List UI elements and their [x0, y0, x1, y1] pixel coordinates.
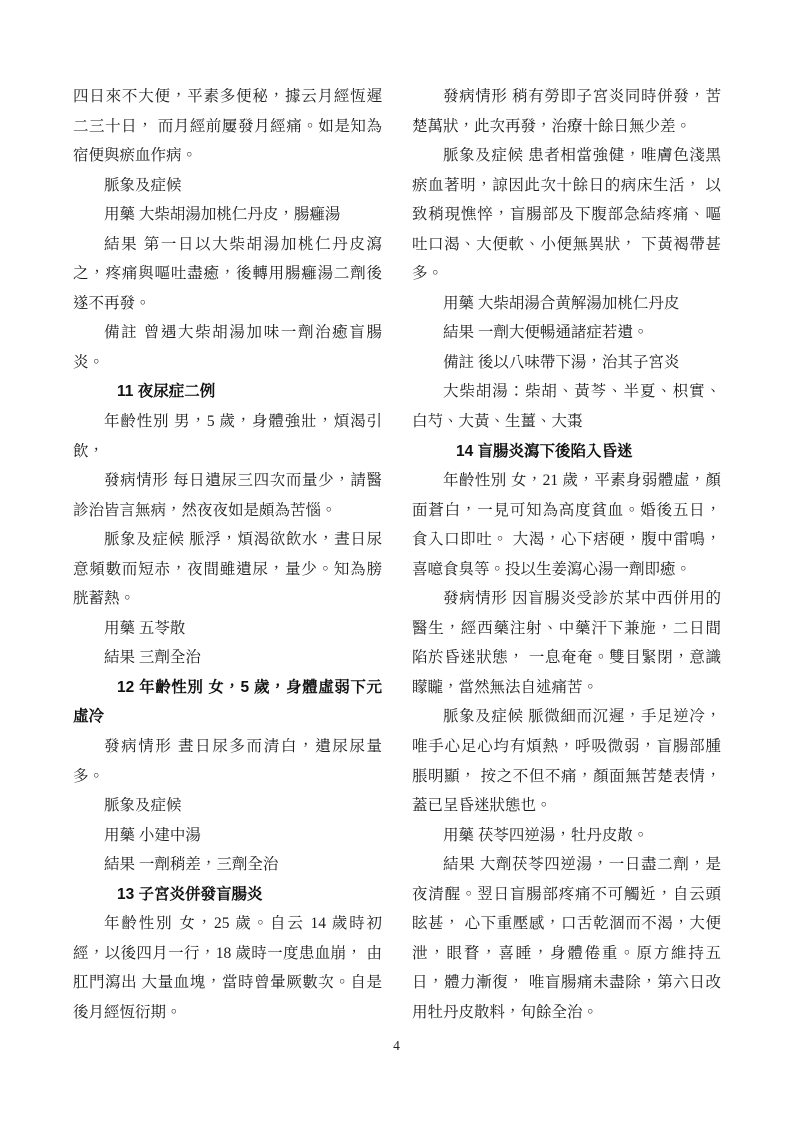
page-number: 4	[393, 1038, 400, 1053]
paragraph: 年齡性別 女，25 歲。自云 14 歲時初經，以後四月一行，18 歲時一度患血崩， 由肛門瀉出 大量血塊，當時曾暈厥數次。自是後月經恆衍期。	[73, 915, 382, 1021]
paragraph: 備註 後以八味帶下湯，治其子宮炎	[443, 353, 680, 371]
paragraph: 結果 第一日以大柴胡湯加桃仁丹皮瀉之，疼痛與嘔吐盡癒，後轉用腸癰湯二劑後遂不再發。	[73, 235, 382, 312]
case-heading-13: 13 子宮炎併發盲腸炎	[117, 885, 263, 903]
paragraph: 結果 大劑茯苓四逆湯，一日盡二劑，是夜清醒。翌日盲腸部疼痛不可觸近，自云頭眩甚， 心下重壓感，口舌乾涸而不渴，大便泄，眼瞀，喜睡，身體倦重。原方維持五日，體力漸復， 唯盲腸痛未盡除，第六日改用牡丹皮散料，旬餘全治。	[412, 856, 721, 1021]
paragraph: 年齡性別 女，21 歲，平素身弱體虛，顏面蒼白，一見可知為高度貧血。婚後五日，食入口即吐。 大渴，心下痞硬，腹中雷鳴，喜噫食臭等。投以生姜瀉心湯一劑即癒。	[412, 472, 721, 578]
case-heading-14: 14 盲腸炎瀉下後陷入昏迷	[456, 442, 633, 460]
paragraph: 發病情形 晝日尿多而清白，遺尿尿量多。	[73, 738, 382, 785]
right-column	[412, 82, 721, 1028]
paragraph: 脈象及症候	[104, 176, 182, 194]
paragraph: 用藥 五苓散	[104, 619, 186, 637]
paragraph: 結果 一劑大便暢通諸症若遺。	[443, 324, 649, 342]
paragraph: 年齡性別 男，5 歲，身體強壯，煩渴引飲，	[73, 413, 382, 460]
paragraph: 大柴胡湯：柴胡、黃芩、半夏、枳實、白芍、大黃、生薑、大棗	[412, 383, 721, 431]
left-column	[73, 82, 382, 1028]
paragraph: 脈象及症候	[104, 797, 182, 815]
paragraph: 備註 曾遇大柴胡湯加味一劑治癒盲腸炎。	[73, 324, 382, 371]
paragraph: 用藥 大柴胡湯合黄解湯加桃仁丹皮	[443, 294, 680, 312]
paragraph: 結果 三劑全治	[104, 649, 201, 667]
paragraph: 用藥 大柴胡湯加桃仁丹皮，腸癰湯	[104, 206, 341, 224]
paragraph: 發病情形 因盲腸炎受診於某中西併用的醫生，經西藥注射、中藥汗下兼施，二日間陷於昏迷狀態， 一息奄奄。雙目緊閉，意識矇矓，當然無法自述痛苦。	[412, 590, 721, 696]
paragraph: 脈象及症候 患者相當強健，唯膚色淺黑瘀血著明，諒因此次十餘日的病床生活， 以致稍現憔悴，盲腸部及下腹部急結疼痛、嘔吐口渴、大便軟、小便無異狀， 下黃褐帶甚多。	[412, 147, 721, 283]
paragraph: 結果 一劑稍差，三劑全治	[104, 856, 279, 874]
paragraph: 發病情形 稍有勞即子宮炎同時併發，苦楚萬狀，此次再發，治療十餘日無少差。	[412, 88, 721, 135]
paragraph: 脈象及症候 脈浮，煩渴欲飲水，晝日尿意頻數而短赤，夜間雖遺尿，量少。知為膀胱蓄熱。	[73, 531, 382, 608]
paragraph: 用藥 茯苓四逆湯，牡丹皮散。	[443, 826, 649, 844]
paragraph: 發病情形 每日遺尿三四次而量少，請醫診治皆言無病，然夜夜如是頗為苦惱。	[73, 472, 382, 519]
paragraph: 脈象及症候 脈微細而沉遲，手足逆冷，唯手心足心均有煩熱，呼吸微弱，盲腸部腫脹明顯， 按之不但不痛，顏面無苦楚表情，蓋已呈昏迷狀態也。	[412, 708, 721, 815]
two-column-text-area	[73, 82, 721, 1028]
paragraph: 用藥 小建中湯	[104, 826, 201, 844]
paragraph: 四日來不大便，平素多便秘，據云月經恆遲二三十日， 而月經前屢發月經痛。如是知為宿便與瘀血作病。	[73, 88, 382, 165]
case-heading-11: 11 夜尿症二例	[117, 383, 216, 401]
case-heading-12: 12 年齡性別 女，5 歲，身體虛弱下元虛冷	[73, 678, 382, 726]
